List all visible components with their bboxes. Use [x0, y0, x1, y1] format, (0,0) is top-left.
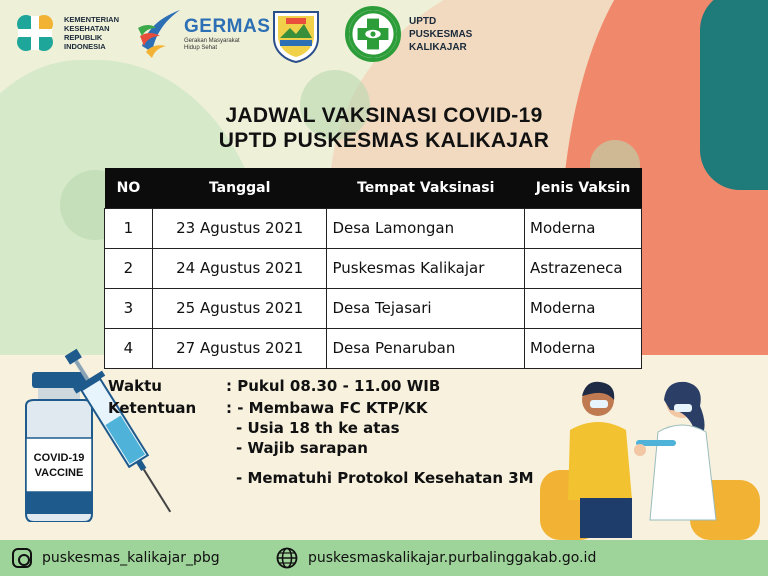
waktu-label: Waktu	[108, 377, 162, 395]
puskesmas-text	[409, 15, 472, 54]
puskesmas-line: UPTD	[409, 15, 437, 27]
kemenkes-logo	[12, 10, 119, 56]
cell-no: 1	[105, 208, 153, 248]
cell-no: 4	[105, 328, 153, 368]
header-no: NO	[105, 168, 153, 208]
kemenkes-text	[64, 15, 119, 51]
cell-vaccine: Moderna	[525, 208, 642, 248]
germas-subtitle: Hidup Sehat	[184, 45, 218, 51]
instagram-link[interactable]	[12, 548, 220, 568]
cell-no: 3	[105, 288, 153, 328]
cell-place: Desa Lamongan	[327, 208, 525, 248]
table-row	[105, 208, 642, 248]
cell-vaccine: Astrazeneca	[525, 248, 642, 288]
puskesmas-line: PUSKESMAS	[409, 28, 473, 40]
cell-place: Desa Tejasari	[327, 288, 525, 328]
germas-logo	[136, 6, 270, 58]
cell-date: 23 Agustus 2021	[152, 208, 327, 248]
cell-date: 24 Agustus 2021	[152, 248, 327, 288]
cell-vaccine: Moderna	[525, 328, 642, 368]
instagram-icon	[12, 548, 32, 568]
kemenkes-line: INDONESIA	[64, 42, 106, 51]
header-vaccine: Jenis Vaksin	[525, 168, 642, 208]
bottle-label-line-1: COVID-19	[33, 452, 85, 464]
cell-date: 25 Agustus 2021	[152, 288, 327, 328]
germas-subtitle: Gerakan Masyarakat	[184, 38, 240, 44]
website-url: puskesmaskalikajar.purbalinggakab.go.id	[308, 550, 597, 566]
footer	[0, 540, 768, 576]
cell-no: 2	[105, 248, 153, 288]
table-header-row	[105, 168, 642, 208]
cell-date: 27 Agustus 2021	[152, 328, 327, 368]
bottle-label-line-2: VACCINE	[34, 467, 84, 479]
ketentuan-item: - Usia 18 th ke atas	[236, 419, 400, 437]
cell-place: Puskesmas Kalikajar	[327, 248, 525, 288]
globe-icon	[276, 547, 298, 569]
title-line-2: UPTD PUSKESMAS KALIKAJAR	[218, 129, 550, 152]
header-place: Tempat Vaksinasi	[327, 168, 525, 208]
table-row	[105, 248, 642, 288]
puskesmas-cross-icon	[345, 6, 401, 62]
kemenkes-line: REPUBLIK	[64, 33, 103, 42]
bg-shape-teal	[700, 0, 768, 190]
puskesmas-logo	[345, 6, 472, 62]
cell-place: Desa Penaruban	[327, 328, 525, 368]
ketentuan-item: - Wajib sarapan	[236, 439, 368, 457]
ketentuan-label: Ketentuan	[108, 399, 197, 417]
ketentuan-item: - Mematuhi Protokol Kesehatan 3M	[236, 469, 534, 487]
syringe-icon	[56, 338, 186, 528]
instagram-handle: puskesmas_kalikajar_pbg	[42, 550, 220, 566]
purbalingga-crest-icon	[268, 8, 324, 64]
title-line-1: JADWAL VAKSINASI COVID-19	[225, 104, 543, 127]
vaccination-people-illustration-icon	[540, 370, 768, 540]
page-title	[0, 103, 768, 153]
table-row	[105, 288, 642, 328]
kemenkes-emblem-icon	[12, 10, 58, 56]
puskesmas-line: KALIKAJAR	[409, 41, 467, 53]
ketentuan-item: : - Membawa FC KTP/KK	[226, 399, 428, 417]
kemenkes-line: KEMENTERIAN	[64, 15, 120, 24]
cell-vaccine: Moderna	[525, 288, 642, 328]
website-link[interactable]	[276, 547, 596, 569]
germas-title: GERMAS	[184, 16, 271, 37]
waktu-value: : Pukul 08.30 - 11.00 WIB	[226, 377, 441, 395]
germas-swoosh-icon	[136, 6, 182, 58]
kemenkes-line: KESEHATAN	[64, 24, 110, 33]
header-date: Tanggal	[152, 168, 327, 208]
